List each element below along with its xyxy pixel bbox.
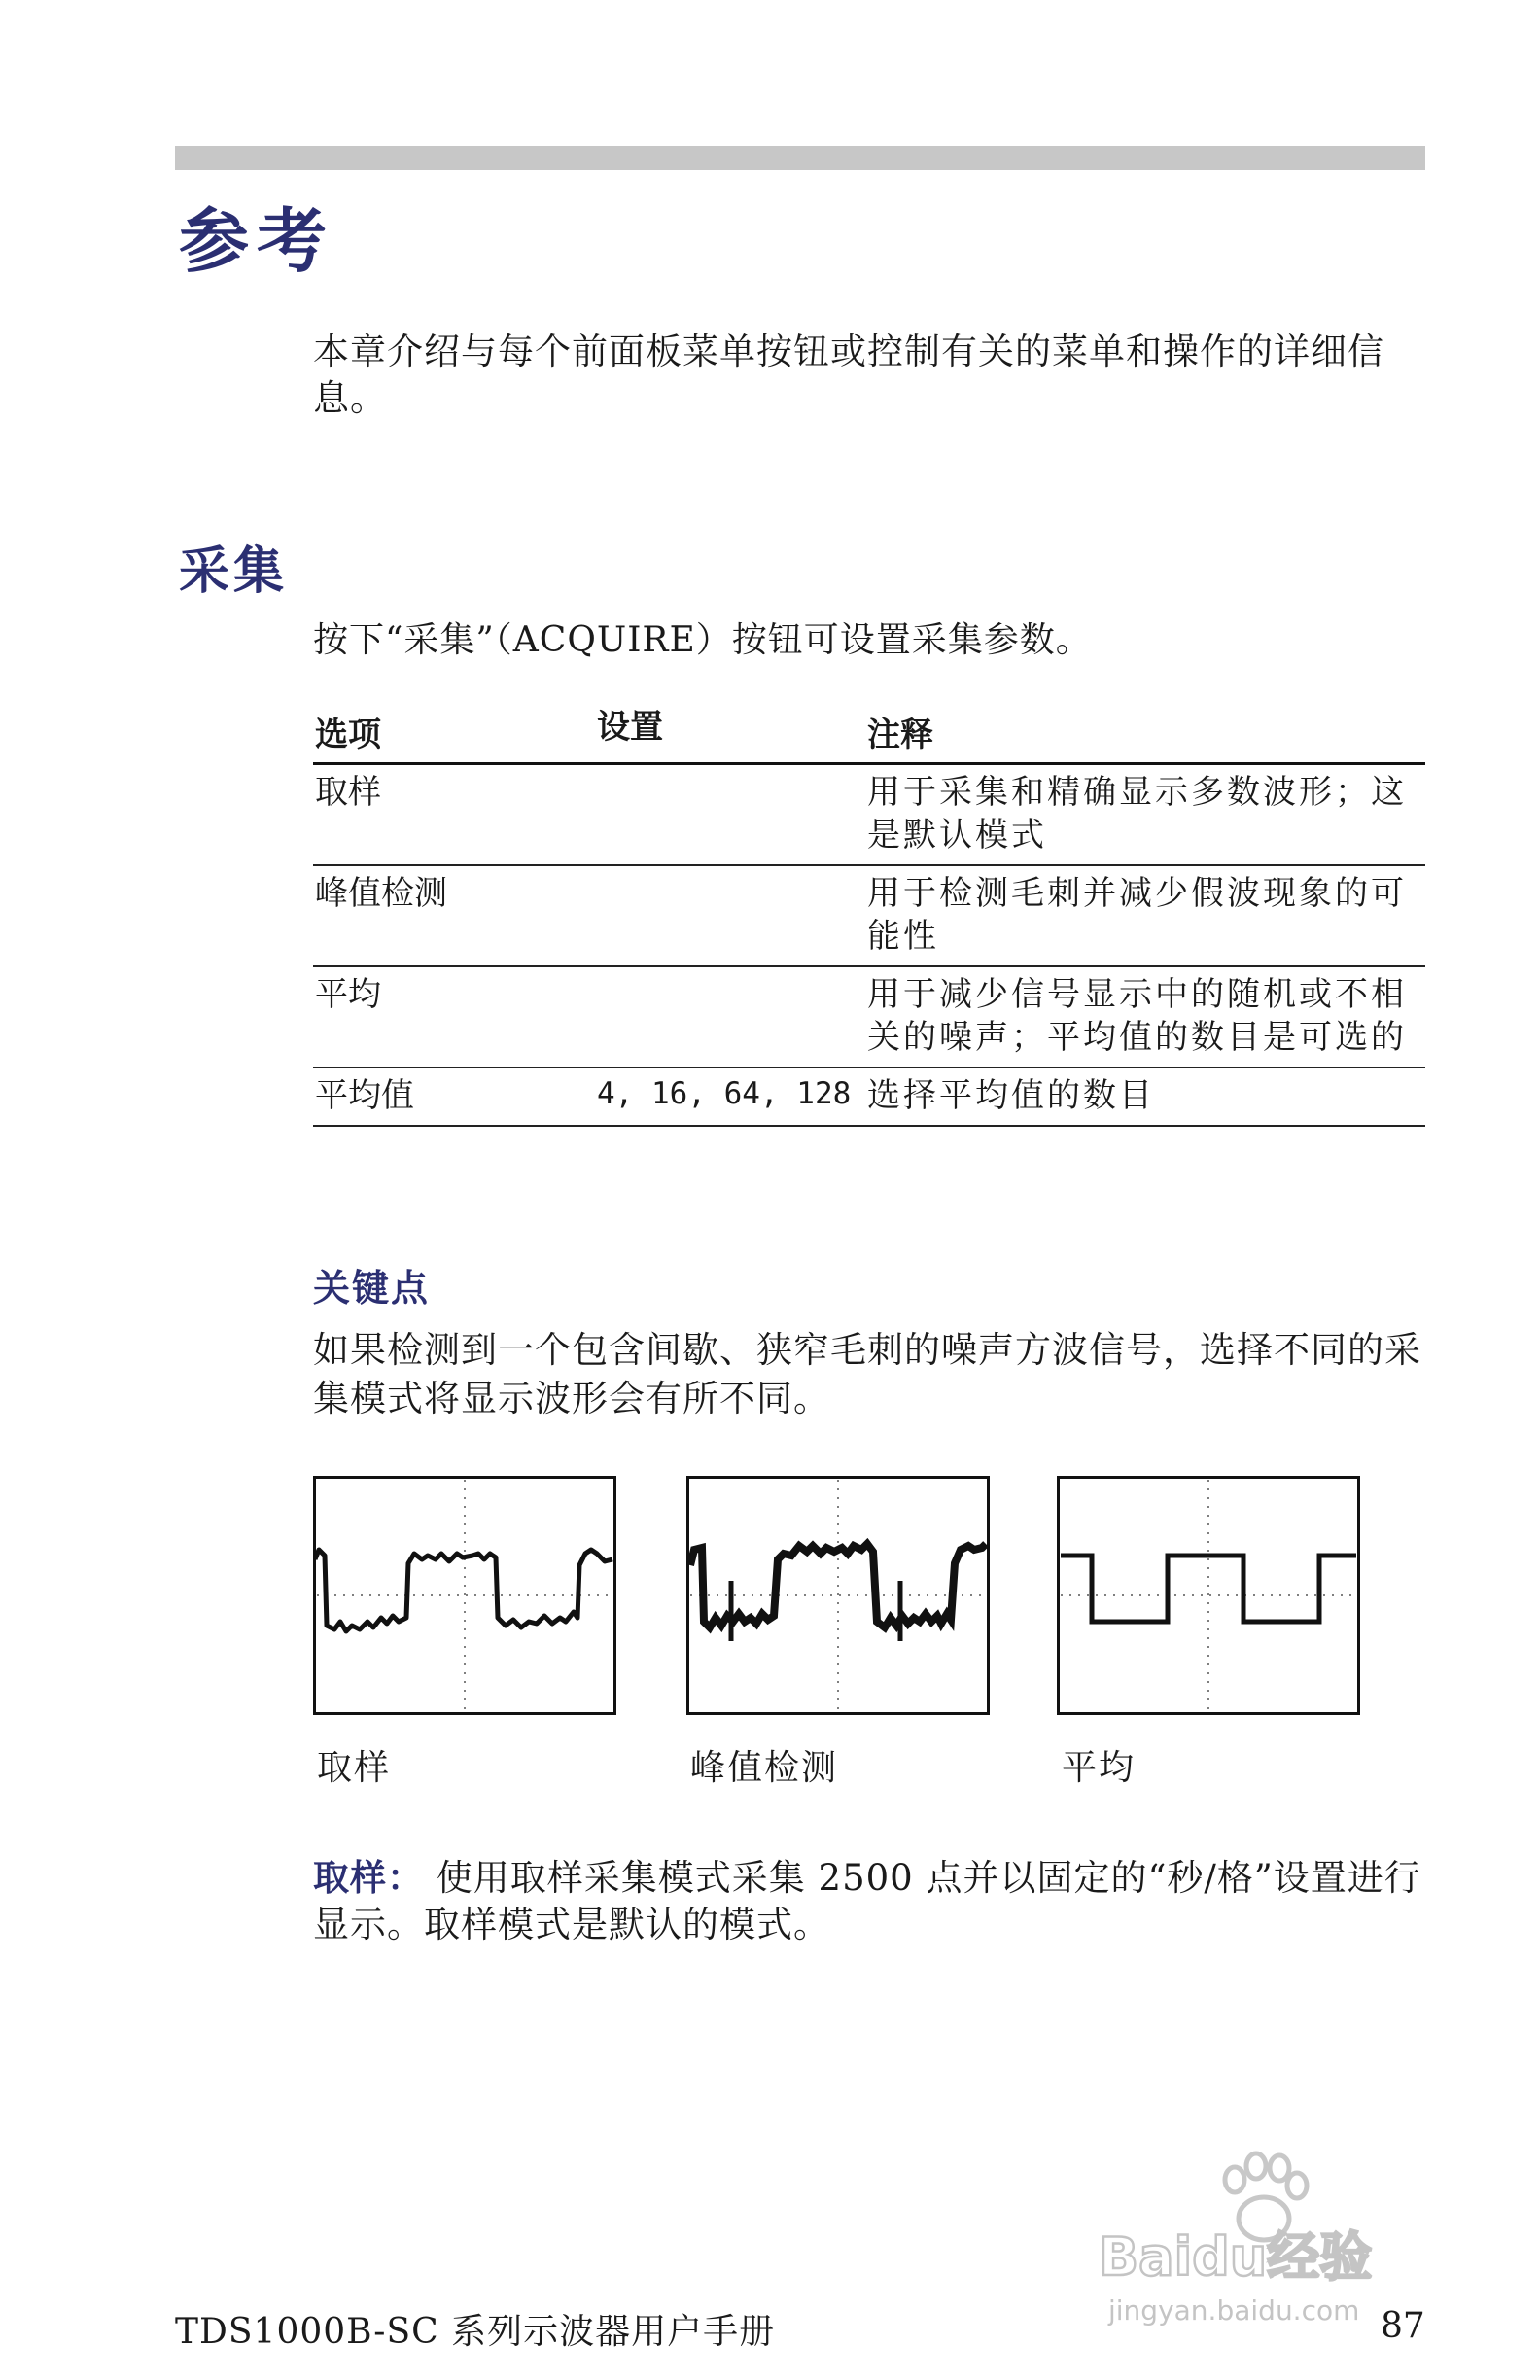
header-note: 注释 <box>867 716 933 754</box>
table-row <box>313 866 1425 965</box>
row-setting <box>597 973 867 1059</box>
section-lead: 按下“采集”（ACQUIRE）按钮可设置采集参数。 <box>313 620 1092 660</box>
table-row <box>313 967 1425 1067</box>
sample-text: 使用取样采集模式采集 2500 点并以固定的“秒/格”设置进行显示。取样模式是默认的模式。 <box>313 1857 1421 1945</box>
footer-manual: TDS1000B-SC 系列示波器用户手册 <box>175 2312 776 2352</box>
caption-sample: 取样 <box>317 1748 392 1788</box>
table-header <box>313 708 1425 762</box>
sample-label: 取样： <box>313 1857 424 1899</box>
page-number: 87 <box>1381 2306 1425 2346</box>
table-row <box>313 1068 1425 1125</box>
row-setting: 4, 16, 64, 128 <box>597 1076 852 1111</box>
row-note: 用于检测毛刺并减少假波现象的可能性 <box>867 874 1407 956</box>
peak-detect-waveform-figure <box>686 1476 990 1715</box>
header-setting: 设置 <box>597 708 663 747</box>
row-option: 峰值检测 <box>315 874 447 913</box>
average-waveform-figure <box>1057 1476 1360 1715</box>
table-row <box>313 765 1425 864</box>
row-note: 用于减少信号显示中的随机或不相关的噪声；平均值的数目是可选的 <box>867 975 1407 1057</box>
caption-peak-detect: 峰值检测 <box>690 1748 839 1788</box>
row-setting <box>597 872 867 958</box>
sample-waveform-figure <box>313 1476 616 1715</box>
watermark-brand: Baidu经验 <box>1099 2226 1373 2288</box>
row-option: 平均值 <box>315 1076 414 1115</box>
row-option: 平均 <box>315 975 381 1014</box>
section-title: 采集 <box>179 542 289 601</box>
row-note: 用于采集和精确显示多数波形；这是默认模式 <box>867 773 1407 855</box>
row-setting <box>597 771 867 857</box>
header-option: 选项 <box>315 716 381 754</box>
intro-paragraph: 本章介绍与每个前面板菜单按钮或控制有关的菜单和操作的详细信息。 <box>313 331 1384 419</box>
page-title: 参考 <box>179 200 335 282</box>
key-points-title: 关键点 <box>313 1267 431 1310</box>
row-note: 选择平均值的数目 <box>867 1076 1155 1115</box>
acquire-table <box>313 708 1425 1127</box>
sample-description <box>313 1855 1431 1948</box>
row-option: 取样 <box>315 773 381 812</box>
top-rule <box>175 146 1425 170</box>
caption-average: 平均 <box>1062 1748 1137 1788</box>
baidu-watermark <box>1089 2129 1439 2333</box>
key-points-text: 如果检测到一个包含间歇、狭窄毛刺的噪声方波信号，选择不同的采集模式将显示波形会有所不同。 <box>313 1329 1421 1419</box>
watermark-url: jingyan.baidu.com <box>1108 2294 1360 2327</box>
